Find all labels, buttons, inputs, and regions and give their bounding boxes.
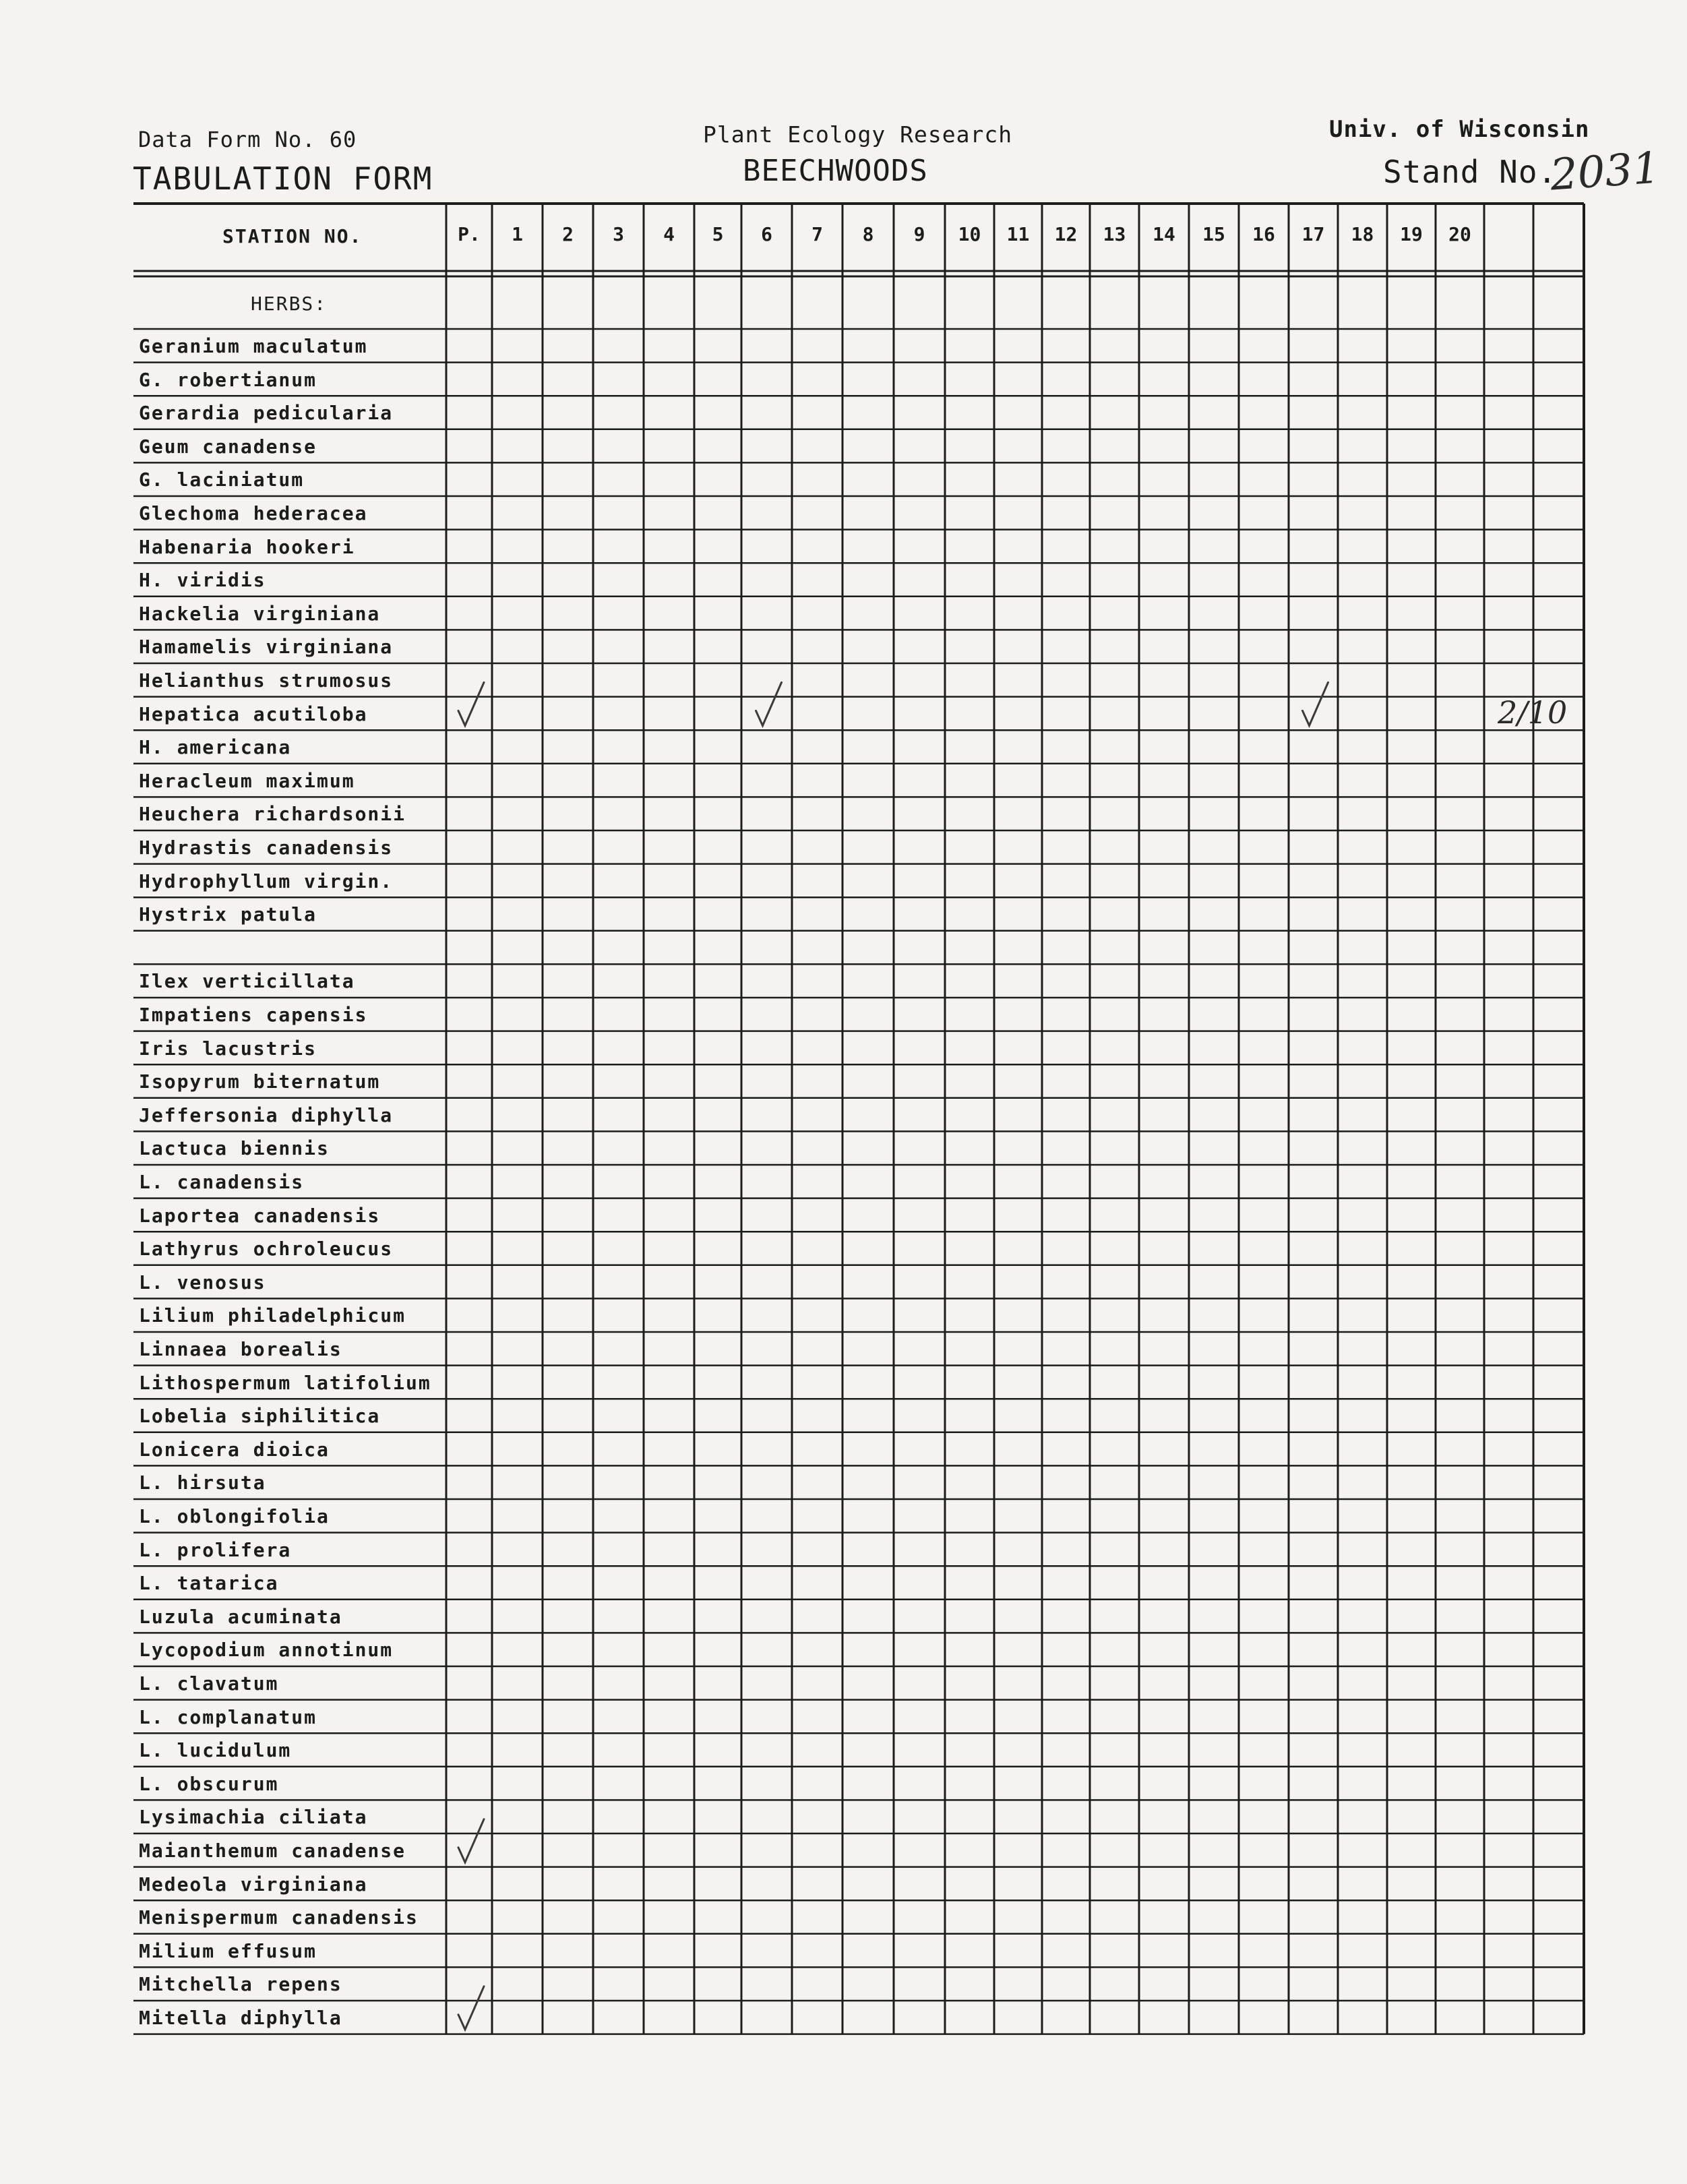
column-header: 17 bbox=[1301, 223, 1325, 245]
species-row-label: Glechoma hederacea bbox=[139, 502, 368, 524]
species-row-label: Milium effusum bbox=[139, 1939, 317, 1962]
species-row-label: Maianthemum canadense bbox=[139, 1840, 406, 1862]
species-row-label: Hackelia virginiana bbox=[139, 602, 381, 625]
checkmark-icon[interactable] bbox=[458, 682, 484, 725]
column-header: 16 bbox=[1252, 223, 1275, 245]
stand-number-label: Stand No. bbox=[1383, 154, 1558, 190]
column-header: 4 bbox=[663, 223, 675, 245]
species-row-label: Impatiens capensis bbox=[139, 1004, 368, 1026]
column-header: 12 bbox=[1054, 223, 1078, 245]
species-row-label: Isopyrum biternatum bbox=[139, 1070, 381, 1093]
species-row-label: Lactuca biennis bbox=[139, 1137, 330, 1160]
column-header: 8 bbox=[862, 223, 874, 245]
station-number-label: STATION NO. bbox=[222, 225, 363, 247]
cover-note-handwritten[interactable]: 2/10 bbox=[1498, 694, 1568, 731]
column-header: 3 bbox=[613, 223, 624, 245]
species-row-label: Hydrophyllum virgin. bbox=[139, 870, 394, 892]
species-row-label: L. canadensis bbox=[139, 1171, 305, 1193]
species-row-label: L. complanatum bbox=[139, 1705, 317, 1728]
species-row-label: Hystrix patula bbox=[139, 903, 317, 926]
species-row-label: Lathyrus ochroleucus bbox=[139, 1238, 394, 1261]
organization-name: Plant Ecology Research bbox=[703, 121, 1013, 148]
form-number: Data Form No. 60 bbox=[138, 127, 357, 152]
species-row-label: Ilex verticillata bbox=[139, 970, 355, 993]
column-header: 6 bbox=[761, 223, 772, 245]
species-row-label: L. obscurum bbox=[139, 1772, 279, 1795]
species-row-label: Hepatica acutiloba bbox=[139, 702, 368, 725]
column-header: 19 bbox=[1400, 223, 1423, 245]
species-row-label: Heracleum maximum bbox=[139, 769, 355, 792]
species-row-label: Heuchera richardsonii bbox=[139, 803, 406, 826]
column-header: 18 bbox=[1351, 223, 1374, 245]
species-row-label: Lycopodium annotinum bbox=[139, 1639, 394, 1662]
stand-number-value[interactable]: 2031 bbox=[1548, 143, 1662, 201]
species-row-label: Gerardia pedicularia bbox=[139, 402, 394, 425]
species-row-label: L. prolifera bbox=[139, 1538, 292, 1561]
column-header: 11 bbox=[1006, 223, 1030, 245]
species-row-label: L. clavatum bbox=[139, 1672, 279, 1695]
species-row-label: H. viridis bbox=[139, 569, 266, 592]
species-row-label: L. hirsuta bbox=[139, 1472, 266, 1494]
species-row-label: L. oblongifolia bbox=[139, 1505, 330, 1527]
species-row-label: G. laciniatum bbox=[139, 468, 305, 491]
species-row-label: Hamamelis virginiana bbox=[139, 636, 394, 659]
species-row-label: Jeffersonia diphylla bbox=[139, 1103, 394, 1126]
species-row-label: Linnaea borealis bbox=[139, 1338, 342, 1360]
species-row-label: L. venosus bbox=[139, 1271, 266, 1294]
column-header: 1 bbox=[512, 223, 523, 245]
species-row-label: Medeola virginiana bbox=[139, 1873, 368, 1895]
column-header: 9 bbox=[913, 223, 925, 245]
column-header: 10 bbox=[958, 223, 981, 245]
checkmark-icon[interactable] bbox=[1303, 682, 1328, 725]
column-header: 14 bbox=[1153, 223, 1175, 245]
species-row-label: Lobelia siphilitica bbox=[139, 1405, 381, 1428]
column-header: 7 bbox=[811, 223, 823, 245]
forest-type-title: BEECHWOODS bbox=[743, 154, 928, 188]
species-row-label: Laportea canadensis bbox=[139, 1204, 381, 1227]
species-row-label: Lysimachia ciliata bbox=[139, 1806, 368, 1829]
species-row-label: Lilium philadelphicum bbox=[139, 1304, 406, 1327]
checkmark-icon[interactable] bbox=[756, 682, 782, 725]
species-row-label: Mitchella repens bbox=[139, 1973, 342, 1996]
species-row-label: G. robertianum bbox=[139, 368, 317, 391]
column-header: 2 bbox=[562, 223, 574, 245]
species-row-label: Helianthus strumosus bbox=[139, 669, 394, 692]
species-row-label: Iris lacustris bbox=[139, 1037, 317, 1060]
column-header: 5 bbox=[712, 223, 724, 245]
species-row-label: Lonicera dioica bbox=[139, 1438, 330, 1461]
species-row-label: Geranium maculatum bbox=[139, 335, 368, 357]
species-row-label: Geum canadense bbox=[139, 435, 317, 458]
column-header: 20 bbox=[1448, 223, 1471, 245]
species-row-label: Habenaria hookeri bbox=[139, 535, 355, 558]
species-row-label: Mitella diphylla bbox=[139, 2007, 342, 2029]
checkmark-icon[interactable] bbox=[458, 1986, 484, 2030]
species-row-label: L. tatarica bbox=[139, 1572, 279, 1595]
form-title: TABULATION FORM bbox=[133, 160, 433, 197]
column-header: 13 bbox=[1103, 223, 1126, 245]
herbs-section-label: HERBS: bbox=[251, 293, 328, 315]
species-row-label: H. americana bbox=[139, 736, 292, 759]
column-header: P. bbox=[458, 223, 481, 245]
species-row-label: Hydrastis canadensis bbox=[139, 837, 394, 859]
species-row-label: Luzula acuminata bbox=[139, 1605, 342, 1628]
university-name: Univ. of Wisconsin bbox=[1329, 116, 1590, 143]
species-row-label: Menispermum canadensis bbox=[139, 1906, 419, 1929]
species-row-label: Lithospermum latifolium bbox=[139, 1371, 431, 1394]
checkmark-icon[interactable] bbox=[458, 1819, 484, 1862]
column-header: 15 bbox=[1202, 223, 1225, 245]
species-row-label: L. lucidulum bbox=[139, 1739, 292, 1762]
